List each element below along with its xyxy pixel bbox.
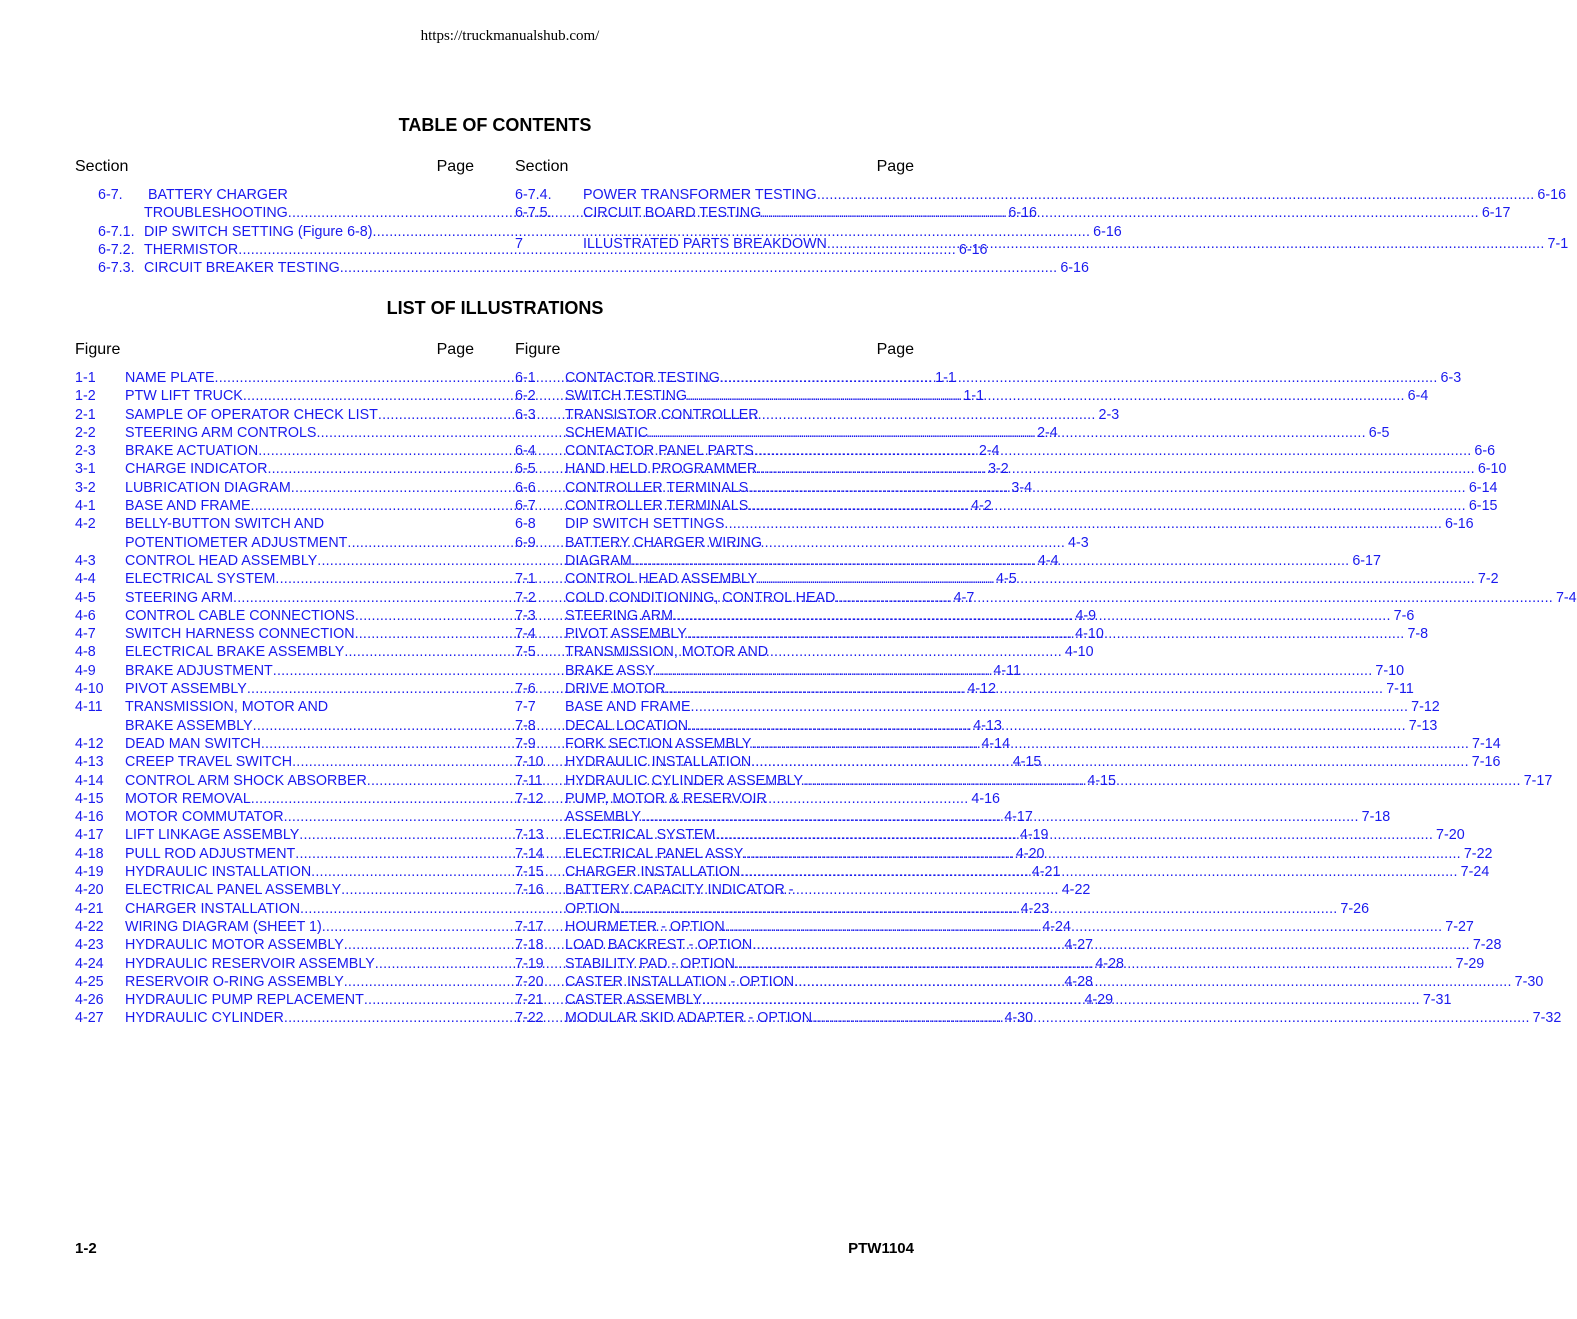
entry-number: 4-23 xyxy=(75,937,104,954)
dot-leader xyxy=(754,442,1472,460)
entry-title: CASTER INSTALLATION - OPTION xyxy=(565,973,795,990)
entry-page: 7-10 xyxy=(1375,662,1405,679)
dot-leader xyxy=(794,973,1512,991)
entry-number: 6-7. xyxy=(98,187,123,203)
entry-page: 4-7 xyxy=(953,589,975,606)
entry-number: 6-7.2. xyxy=(98,241,135,258)
entry-number: 7-3 xyxy=(515,607,536,624)
dot-leader xyxy=(748,479,1466,497)
entry-number: 4-5 xyxy=(75,589,96,606)
dot-leader xyxy=(743,845,1461,863)
entry-page: 7-2 xyxy=(1477,571,1499,588)
entry-title: MOTOR COMMUTATOR xyxy=(125,809,284,826)
entry-title: ASSEMBLY xyxy=(565,809,642,826)
entry-page: 7-30 xyxy=(1514,973,1544,990)
entry-page: 4-11 xyxy=(993,662,1021,679)
entry-title: DECAL LOCATION xyxy=(565,717,689,734)
footer-doc-code: PTW1104 xyxy=(848,1240,914,1257)
entry-title: TRANSISTOR CONTROLLER xyxy=(565,406,759,423)
entry-page: 7-8 xyxy=(1407,626,1429,643)
entry-title: ELECTRICAL SYSTEM xyxy=(125,571,276,588)
entry-number: 7-6 xyxy=(515,681,536,698)
entry-title: CONTROLLER TERMINALS xyxy=(565,498,749,515)
entry-title: DRIVE MOTOR xyxy=(565,681,666,698)
dot-leader xyxy=(632,552,1350,570)
entry-title: BATTERY CHARGER WIRING xyxy=(565,534,763,551)
entry-title: THERMISTOR xyxy=(144,241,239,258)
entry-title: SAMPLE OF OPERATOR CHECK LIST xyxy=(125,406,378,423)
entry-page: 4-27 xyxy=(1064,937,1093,954)
entry-page: 2-3 xyxy=(1098,406,1120,423)
entry-page: 2-4 xyxy=(978,443,1000,460)
entry-title: CONTROL HEAD ASSEMBLY xyxy=(565,571,758,588)
entry-title: CONTACTOR PANEL PARTS xyxy=(565,443,754,460)
entry-title: BELLY-BUTTON SWITCH AND xyxy=(125,516,325,533)
entry-number: 7-11 xyxy=(515,772,543,789)
entry-number: 4-22 xyxy=(75,918,104,935)
entry-page: 4-10 xyxy=(1064,644,1094,661)
dot-leader xyxy=(720,369,1438,387)
entry-page: 4-23 xyxy=(1020,900,1050,917)
entry-title: PUMP, MOTOR & RESERVOIR xyxy=(565,790,767,807)
entry-number: 6-1 xyxy=(515,370,536,386)
entry-number: 7-2 xyxy=(515,589,536,606)
entry-page: 7-17 xyxy=(1523,772,1553,789)
entry-number: 2-3 xyxy=(75,443,96,460)
entry-number: 7-17 xyxy=(515,918,544,935)
entry-title: TRANSMISSION, MOTOR AND xyxy=(125,699,329,716)
entry-page: 4-16 xyxy=(971,790,1001,807)
entry-number: 4-3 xyxy=(75,552,96,569)
entry-title: BRAKE ASSEMBLY xyxy=(125,717,253,734)
entry-title: NAME PLATE xyxy=(125,370,215,386)
toc-right-list xyxy=(515,186,1569,253)
figure-entry[interactable] xyxy=(515,406,914,424)
dot-leader xyxy=(751,735,1469,753)
dot-leader xyxy=(340,259,1058,277)
entry-number: 7 xyxy=(515,235,523,252)
entry-number: 7-21 xyxy=(515,992,544,1009)
entry-page: 6-4 xyxy=(1407,388,1429,405)
entry-page: 6-6 xyxy=(1474,443,1496,460)
entry-title: SCHEMATIC xyxy=(565,424,649,441)
entry-number: 4-14 xyxy=(75,772,104,789)
entry-title: SWITCH TESTING xyxy=(565,388,688,405)
entry-page: 4-2 xyxy=(971,498,992,515)
entry-number: 2-2 xyxy=(75,424,96,441)
entry-page: 6-16 xyxy=(1008,205,1038,222)
entry-title: TROUBLESHOOTING xyxy=(144,205,288,222)
figure-entry[interactable] xyxy=(515,790,914,808)
entry-title: CHARGER INSTALLATION xyxy=(125,900,301,917)
entry-number: 7-14 xyxy=(515,845,544,862)
entry-title: ELECTRICAL SYSTEM xyxy=(565,827,716,844)
dot-leader xyxy=(835,589,1553,607)
dot-leader xyxy=(751,753,1469,771)
entry-title: HYDRAULIC INSTALLATION xyxy=(565,754,752,771)
toc-heading: TABLE OF CONTENTS xyxy=(398,115,592,135)
entry-number: 4-9 xyxy=(75,662,96,679)
entry-page: 7-1 xyxy=(1547,235,1569,252)
dot-leader xyxy=(715,826,1433,844)
dot-leader xyxy=(691,698,1409,716)
loi-right-column-header xyxy=(515,341,914,359)
entry-number: 6-7.5. xyxy=(515,205,552,222)
entry-title: STEERING ARM CONTROLS xyxy=(125,424,317,441)
dot-leader xyxy=(702,991,1420,1009)
figure-entry[interactable] xyxy=(515,515,1474,533)
entry-page: 7-12 xyxy=(1411,699,1440,716)
entry-title: CHARGER INSTALLATION xyxy=(565,864,741,881)
dot-leader xyxy=(666,680,1384,698)
entry-number: 7-16 xyxy=(515,882,544,899)
entry-title: POTENTIOMETER ADJUSTMENT xyxy=(125,534,348,551)
entry-page: 4-19 xyxy=(1019,827,1049,844)
entry-page: 6-5 xyxy=(1368,424,1390,441)
entry-number: 7-9 xyxy=(515,735,536,752)
entry-number: 3-1 xyxy=(75,461,96,478)
figure-entry[interactable] xyxy=(515,698,1440,716)
entry-number: 4-13 xyxy=(75,754,104,771)
entry-title: LOAD BACKREST - OPTION xyxy=(565,937,753,954)
entry-page: 6-14 xyxy=(1468,479,1498,496)
entry-number: 4-8 xyxy=(75,644,96,661)
entry-page: 4-28 xyxy=(1095,955,1124,972)
entry-title: DEAD MAN SWITCH xyxy=(125,735,261,752)
entry-title: LUBRICATION DIAGRAM xyxy=(125,479,291,496)
entry-title: HYDRAULIC PUMP REPLACEMENT xyxy=(125,992,364,1009)
figure-entry[interactable] xyxy=(75,698,474,716)
loi-heading: LIST OF ILLUSTRATIONS xyxy=(386,298,604,318)
entry-page: 7-11 xyxy=(1386,681,1414,698)
entry-page: 4-17 xyxy=(1004,809,1033,826)
entry-page: 6-16 xyxy=(1445,516,1474,533)
dot-leader xyxy=(812,1009,1530,1027)
entry-title: SWITCH HARNESS CONNECTION xyxy=(125,626,355,643)
dot-leader xyxy=(655,662,1373,680)
entry-page: 6-16 xyxy=(1060,260,1089,277)
dot-leader xyxy=(757,570,1475,588)
entry-number: 4-27 xyxy=(75,1010,104,1027)
entry-number: 6-9 xyxy=(515,534,536,551)
figure-label: Figure xyxy=(515,341,561,358)
entry-title: BASE AND FRAME xyxy=(125,498,251,515)
entry-page: 4-20 xyxy=(1015,845,1045,862)
entry-number: 4-20 xyxy=(75,882,104,899)
entry-page: 7-13 xyxy=(1408,717,1438,734)
toc-entry[interactable] xyxy=(98,259,1089,277)
entry-title: HOURMETER - OPTION xyxy=(565,918,725,935)
entry-page: 4-22 xyxy=(1061,882,1091,899)
entry-page: 4-9 xyxy=(1075,607,1097,624)
toc-left-column-header xyxy=(75,158,474,176)
entry-title: DIP SWITCH SETTING (Figure 6-8) xyxy=(144,223,373,240)
entry-number: 7-12 xyxy=(515,790,544,807)
entry-title: PULL ROD ADJUSTMENT xyxy=(125,845,296,862)
dot-leader xyxy=(724,515,1442,533)
entry-page: 7-31 xyxy=(1422,992,1452,1009)
entry-number: 6-4 xyxy=(515,443,536,460)
entry-number: 2-1 xyxy=(75,406,96,423)
entry-page: 4-13 xyxy=(973,717,1002,734)
entry-title: PIVOT ASSEMBLY xyxy=(125,681,247,698)
entry-title: BASE AND FRAME xyxy=(565,699,691,716)
entry-title: STEERING ARM xyxy=(125,589,234,606)
entry-title: DIP SWITCH SETTINGS xyxy=(565,516,725,533)
entry-page: 6-3 xyxy=(1440,370,1462,386)
page-label: Page xyxy=(876,341,914,358)
entry-page: 6-17 xyxy=(1352,552,1381,569)
entry-number: 6-7.1. xyxy=(98,223,135,240)
entry-number: 6-7.3. xyxy=(98,260,135,277)
entry-page: 7-18 xyxy=(1361,809,1391,826)
entry-number: 7-15 xyxy=(515,864,544,881)
dot-leader xyxy=(620,900,1338,918)
entry-page: 4-15 xyxy=(1087,772,1117,789)
entry-number: 7-1 xyxy=(515,571,536,588)
entry-page: 1-1 xyxy=(963,388,985,405)
entry-page: 4-14 xyxy=(981,735,1011,752)
entry-page: 7-32 xyxy=(1532,1010,1562,1027)
entry-title: OPTION xyxy=(565,900,620,917)
dot-leader xyxy=(740,863,1458,881)
entry-title: ELECTRICAL PANEL ASSEMBLY xyxy=(125,882,342,899)
entry-number: 4-7 xyxy=(75,626,96,643)
entry-title: CASTER ASSEMBLY xyxy=(565,992,703,1009)
toc-right-column-header xyxy=(515,158,914,176)
dot-leader xyxy=(803,772,1521,790)
entry-page: 4-21 xyxy=(1031,864,1061,881)
entry-page: 6-15 xyxy=(1468,498,1498,515)
entry-number: 7-20 xyxy=(515,973,544,990)
entry-number: 6-3 xyxy=(515,406,536,423)
dot-leader xyxy=(761,204,1479,222)
dot-leader xyxy=(641,808,1359,826)
entry-title: STEERING ARM xyxy=(565,607,674,624)
entry-number: 4-2 xyxy=(75,516,96,533)
entry-number: 4-25 xyxy=(75,973,104,990)
entry-title: BATTERY CAPACITY INDICATOR - xyxy=(565,882,794,899)
entry-number: 6-7.4. xyxy=(515,187,552,203)
dot-leader xyxy=(757,460,1475,478)
entry-title: CONTACTOR TESTING xyxy=(565,370,720,386)
entry-page: 7-24 xyxy=(1460,864,1490,881)
entry-number: 4-26 xyxy=(75,992,104,1009)
entry-page: 4-15 xyxy=(1012,754,1042,771)
entry-title: MODULAR SKID ADAPTER - OPTION xyxy=(565,1010,813,1027)
entry-title: CONTROL CABLE CONNECTIONS xyxy=(125,607,355,624)
entry-page: 3-4 xyxy=(1011,479,1033,496)
entry-page: 6-17 xyxy=(1481,205,1511,222)
entry-number: 7-19 xyxy=(515,955,544,972)
entry-title: POWER TRANSFORMER TESTING xyxy=(583,187,817,203)
entry-number: 7-4 xyxy=(515,626,536,643)
entry-page: 4-24 xyxy=(1042,918,1071,935)
figure-label: Figure xyxy=(75,341,121,358)
entry-title: CONTROL ARM SHOCK ABSORBER xyxy=(125,772,367,789)
entry-page: 4-12 xyxy=(967,681,997,698)
entry-number: 7-22 xyxy=(515,1010,544,1027)
entry-number: 4-24 xyxy=(75,955,104,972)
entry-page: 7-14 xyxy=(1472,735,1501,752)
entry-title: MOTOR REMOVAL xyxy=(125,790,251,807)
entry-page: 4-5 xyxy=(996,571,1017,588)
entry-page: 6-16 xyxy=(1537,187,1567,203)
page-label: Page xyxy=(876,158,914,175)
entry-title: ILLUSTRATED PARTS BREAKDOWN xyxy=(583,235,827,252)
entry-title: CREEP TRAVEL SWITCH xyxy=(125,754,293,771)
entry-title: HYDRAULIC CYLINDER ASSEMBLY xyxy=(565,772,804,789)
entry-number: 3-2 xyxy=(75,479,96,496)
entry-page: 1-1 xyxy=(935,370,956,386)
entry-title: BRAKE ACTUATION xyxy=(125,443,259,460)
entry-number: 7-18 xyxy=(515,937,544,954)
entry-title: FORK SECTION ASSEMBLY xyxy=(565,735,752,752)
entry-number: 7-5 xyxy=(515,644,536,661)
entry-page: 7-20 xyxy=(1436,827,1465,844)
entry-title: ELECTRICAL PANEL ASSY xyxy=(565,845,744,862)
entry-number: 6-5 xyxy=(515,461,536,478)
entry-page: 4-3 xyxy=(1068,534,1089,551)
entry-title: CONTROL HEAD ASSEMBLY xyxy=(125,552,318,569)
entry-number: 4-21 xyxy=(75,900,104,917)
entry-page: 6-16 xyxy=(958,241,988,258)
dot-leader xyxy=(748,497,1466,515)
entry-page: 4-30 xyxy=(1004,1010,1034,1027)
entry-title: PTW LIFT TRUCK xyxy=(125,388,243,405)
dot-leader xyxy=(752,936,1470,954)
entry-title: HYDRAULIC MOTOR ASSEMBLY xyxy=(125,937,344,954)
entry-page: 4-10 xyxy=(1075,626,1104,643)
figure-entry[interactable] xyxy=(515,534,914,552)
entry-title: HYDRAULIC INSTALLATION xyxy=(125,864,312,881)
entry-number: 6-2 xyxy=(515,388,536,405)
entry-page: 4-29 xyxy=(1084,992,1114,1009)
entry-number: 4-16 xyxy=(75,809,104,826)
entry-page: 2-4 xyxy=(1037,424,1058,441)
dot-leader xyxy=(687,387,1405,405)
entry-title: HAND HELD PROGRAMMER xyxy=(565,461,758,478)
entry-title: HYDRAULIC RESERVOIR ASSEMBLY xyxy=(125,955,375,972)
entry-page: 7-16 xyxy=(1471,754,1501,771)
dot-leader xyxy=(827,235,1545,253)
entry-number: 4-15 xyxy=(75,790,104,807)
figure-entry[interactable] xyxy=(75,515,474,533)
entry-title: BATTERY CHARGER xyxy=(148,187,288,203)
entry-title: RESERVOIR O-RING ASSEMBLY xyxy=(125,973,344,990)
entry-page: 6-16 xyxy=(1093,223,1122,240)
entry-number: 4-4 xyxy=(75,571,96,588)
entry-number: 1-2 xyxy=(75,388,96,405)
entry-number: 7-13 xyxy=(515,827,544,844)
entry-number: 7-8 xyxy=(515,717,536,734)
dot-leader xyxy=(688,717,1406,735)
section-label: Section xyxy=(515,158,569,175)
entry-title: PIVOT ASSEMBLY xyxy=(565,626,687,643)
entry-number: 4-11 xyxy=(75,699,103,716)
entry-number: 4-10 xyxy=(75,681,104,698)
entry-number: 4-1 xyxy=(75,498,96,515)
dot-leader xyxy=(725,918,1443,936)
entry-title: HYDRAULIC CYLINDER xyxy=(125,1010,284,1027)
entry-page: 7-29 xyxy=(1455,955,1485,972)
entry-title: ELECTRICAL BRAKE ASSEMBLY xyxy=(125,644,345,661)
entry-number: 7-7 xyxy=(515,699,536,716)
footer-page-number: 1-2 xyxy=(75,1240,97,1257)
toc-entry[interactable] xyxy=(98,186,475,204)
entry-number: 4-18 xyxy=(75,845,104,862)
entry-title: BRAKE ADJUSTMENT xyxy=(125,662,273,679)
entry-number: 6-8 xyxy=(515,516,536,533)
entry-title: CIRCUIT BOARD TESTING xyxy=(583,205,762,222)
entry-title: LIFT LINKAGE ASSEMBLY xyxy=(125,827,300,844)
toc-entry[interactable] xyxy=(98,223,1122,241)
entry-title: DIAGRAM xyxy=(565,552,632,569)
entry-page: 4-4 xyxy=(1037,552,1059,569)
entry-page: 4-28 xyxy=(1064,973,1093,990)
entry-page: 7-26 xyxy=(1340,900,1370,917)
figure-entry[interactable] xyxy=(515,881,914,899)
entry-title: CHARGE INDICATOR xyxy=(125,461,268,478)
entry-number: 7-10 xyxy=(515,754,544,771)
entry-page: 7-6 xyxy=(1393,607,1415,624)
entry-number: 4-12 xyxy=(75,735,104,752)
entry-number: 4-6 xyxy=(75,607,96,624)
entry-title: WIRING DIAGRAM (SHEET 1) xyxy=(125,918,322,935)
dot-leader xyxy=(817,186,1535,204)
loi-left-column-header xyxy=(75,341,474,359)
header-url: https://truckmanualshub.com/ xyxy=(420,28,600,44)
entry-title: TRANSMISSION, MOTOR AND xyxy=(565,644,769,661)
entry-page: 6-10 xyxy=(1477,461,1507,478)
entry-page: 7-22 xyxy=(1463,845,1493,862)
entry-page: 7-27 xyxy=(1445,918,1474,935)
entry-title: CIRCUIT BREAKER TESTING xyxy=(144,260,340,277)
dot-leader xyxy=(648,424,1366,442)
toc-entry[interactable] xyxy=(515,186,1567,204)
entry-number: 1-1 xyxy=(75,370,96,386)
dot-leader xyxy=(687,625,1405,643)
entry-title: BRAKE ASSY xyxy=(565,662,655,679)
entry-page: 7-28 xyxy=(1472,937,1502,954)
entry-title: COLD CONDITIONING, CONTROL HEAD xyxy=(565,589,836,606)
dot-leader xyxy=(735,955,1453,973)
entry-number: 4-17 xyxy=(75,827,104,844)
entry-number: 4-19 xyxy=(75,864,104,881)
entry-page: 3-2 xyxy=(988,461,1009,478)
section-label: Section xyxy=(75,158,129,175)
entry-title: STABILITY PAD - OPTION xyxy=(565,955,736,972)
entry-number: 6-7 xyxy=(515,498,536,515)
entry-page: 7-4 xyxy=(1555,589,1577,606)
page-label: Page xyxy=(436,158,474,175)
dot-leader xyxy=(673,607,1391,625)
entry-number: 6-6 xyxy=(515,479,536,496)
page-label: Page xyxy=(436,341,474,358)
entry-title: CONTROLLER TERMINALS xyxy=(565,479,749,496)
figure-entry[interactable] xyxy=(515,643,914,661)
